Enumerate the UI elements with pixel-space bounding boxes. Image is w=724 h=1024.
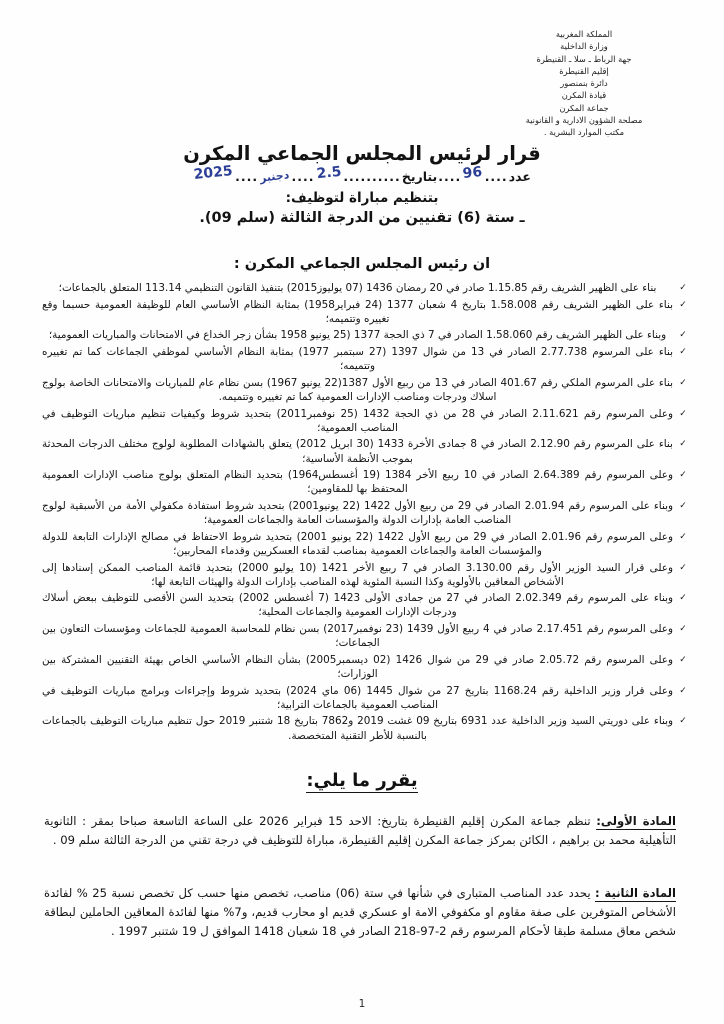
date-dots-d: ....	[235, 169, 259, 185]
subtitle-detail: ـ ستة (6) تقنيين من الدرجة الثالثة (سلم 09).	[199, 210, 525, 227]
check-icon: ✓	[679, 685, 687, 696]
handwritten-date-day: 2.5	[315, 164, 342, 183]
clause-text: بناء على الظهير الشريف رقم 1.15.85 صادر في 20 رمضان 1436 (07 يوليوز2015) بتنفيذ القانون التنظيمي 113.14 المتعلق بالجماعات؛	[58, 282, 657, 294]
list-item	[42, 561, 688, 589]
check-icon: ✓	[679, 470, 687, 481]
handwritten-date-month: دجنبر	[259, 168, 291, 186]
clause-text: وبناء على المرسوم رقم 2.02.349 الصادر في 27 من جمادى الأولى 1423 (7 أغسطس 2002) بتحديد السن الأقصى للتوظيف ببعض أسلاك ودرجات الإدارات العمومية والجماعات المحلية؛	[42, 592, 674, 619]
list-item	[42, 591, 688, 619]
letterhead-line-region: جهة الرباط ـ سلا ـ القنيطرة	[536, 53, 632, 64]
list-item	[42, 530, 688, 558]
number-label: عدد	[508, 169, 531, 185]
check-icon: ✓	[679, 716, 687, 727]
letterhead-line-kingdom: المملكة المغربية	[555, 29, 613, 39]
clause-text: وعلى المرسوم رقم 2.01.96 الصادر في 29 من ربيع الأول 1422 (22 يونيو 2001) بتحديد شروط الاحتفاظ في مصالح الإدارات التابعة للدولة والمؤسسات العامة والجماعات العمومية بمناصب لقدماء العسكريين وقدماء المحاربين؛	[42, 530, 673, 557]
article-first-label: المادة الأولى:	[596, 814, 677, 828]
article-first-text: تنظم جماعة المكرن إقليم القنيطرة بتاريخ: الاحد 15 فبراير 2026 على الساعة التاسعة صباحا بمقر : الثانوية التأهيلية محمد بن براهيم ، الكائن بمركز جماعة المكرن إقليم القنيطرة، مباراة للتوظيف في درجة تقني من الدرجة الثالثة سلم 09 .	[44, 814, 676, 847]
preamble-heading: ان رئيس المجلس الجماعي المكرن :	[233, 256, 491, 272]
check-icon: ✓	[679, 624, 687, 635]
clause-text: وعلى قرار السيد الوزير الأول رقم 3.130.00 الصادر في 7 ربيع الأخر 1421 (10 يوليو 2000) بتحديد قائمة المناصب الممكن إسنادها إلى الأشخاص المعاقين بالأولوية وكذا النسبة المئوية لهذه المناصب بإدارات الدولة والهيئات التابعة لها؛	[42, 561, 673, 588]
date-dots-a: ....	[438, 169, 462, 185]
preamble-clause-list	[42, 281, 688, 745]
decision-reference-line	[0, 163, 724, 186]
letterhead-line-caidat: قيادة المكرن	[561, 90, 607, 101]
list-item	[42, 281, 688, 295]
check-icon: ✓	[679, 531, 687, 542]
check-icon: ✓	[679, 347, 687, 358]
list-item	[42, 468, 688, 496]
subtitle: بتنظيم مباراة لتوظيف:	[285, 190, 439, 207]
list-item	[42, 714, 688, 742]
check-icon: ✓	[679, 439, 687, 450]
list-item	[42, 328, 688, 342]
article-second-label: المادة الثانية :	[595, 886, 676, 900]
list-item	[42, 376, 688, 404]
number-dots: ....	[484, 169, 508, 185]
article-first	[44, 812, 676, 850]
decision-heading-text: يقرر ما يلي:	[306, 770, 418, 791]
clause-text: وبناء على دوريتي السيد وزير الداخلية عدد 6931 بتاريخ 09 غشت 2019 و7862 بتاريخ 18 شتنبر 2019 حول تنظيم مباريات التوظيف بالجماعات بالنسبة للأطر التقنية المتخصصة.	[42, 715, 674, 742]
check-icon: ✓	[679, 593, 687, 604]
clause-text: بناء على المرسوم 2.77.738 الصادر في 13 من شوال 1397 (27 سبتمبر 1977) بمثابة النظام الأساسي لموظفي الجماعات كما تم تغييره وتتميمه؛	[42, 346, 673, 373]
article-second-text: يحدد عدد المناصب المتبارى في شأنها في ستة (06) مناصب، تخصص منها حسب كل تخصص نسبة 25 % لفائدة الأشخاص المتوفرين على صفة مقاوم او مكفوفي الامة او عسكري قديم او محارب قديم، و7% منها لفائدة المعاقين الحاملين لبطاقة شخص معاق مسلمة طبقا لأحكام المرسوم رقم 2-97-218 الصادر في 18 شعبان 1418 الموافق ل 19 شتنبر 1997 .	[44, 886, 676, 938]
decision-heading	[0, 770, 724, 791]
check-icon: ✓	[679, 377, 687, 388]
date-dots-b: ..........	[343, 169, 401, 185]
letterhead-line-commune: جماعة المكرن	[559, 102, 609, 113]
clause-text: وعلى المرسوم رقم 2.11.621 الصادر في 28 من ذي الحجة 1432 (25 نوفمبر2011) بتحديد شروط وكيفيات تنظيم مباريات التوظيف في المناصب العمومية؛	[42, 407, 673, 434]
check-icon: ✓	[679, 330, 687, 341]
clause-text: بناء على المرسوم الملكي رقم 401.67 الصادر في 13 من ربيع الأول 1387(22 يونيو 1967) بسن نظام عام للمباريات والامتحانات الخاصة بولوج اسلاك ودرجات ومناصب الإدارات العمومية كما تم تغييره وتتميمه.	[42, 376, 673, 403]
check-icon: ✓	[679, 283, 687, 293]
letterhead-line-service: مصلحة الشؤون الادارية و القانونية	[525, 114, 643, 125]
check-icon: ✓	[679, 408, 687, 419]
list-item	[42, 407, 688, 435]
letterhead-line-province: إقليم القنيطرة	[559, 65, 609, 76]
article-second	[44, 884, 676, 940]
list-item	[42, 499, 688, 527]
clause-text: وعلى قرار وزير الداخلية رقم 1168.24 بتاريخ 27 من شوال 1445 (06 ماي 2024) بتحديد شروط وإجراءات وبرامج مباريات التوظيف في المناصب العمومية بالجماعات الترابية؛	[42, 684, 673, 711]
clause-text: وعلى المرسوم رقم 2.05.72 صادر في 29 من شوال 1426 (02 ديسمبر2005) بشأن النظام الأساسي الخاص بهيئة التقنيين المشتركة بين الوزارات؛	[42, 653, 673, 681]
clause-text: وبناء على الظهير الشريف رقم 1.58.060 الصادر في 7 ذي الحجة 1377 (25 يونيو 1958 بشأن زجر الخداع في الامتحانات والمباريات العمومية؛	[48, 329, 667, 342]
clause-text: وعلى المرسوم رقم 2.64.389 الصادر في 10 ربيع الأخر 1384 (19 أغسطس1964) بتحديد النظام المتعلق بولوج مناصب الإدارات العمومية المحتفظ بها للمقاومين؛	[42, 469, 674, 496]
check-icon: ✓	[679, 299, 687, 310]
handwritten-date-year: 2025	[193, 163, 234, 184]
list-item	[42, 684, 688, 712]
letterhead-line-ministry: وزارة الداخلية	[560, 41, 608, 52]
date-label: بتاريخ	[401, 169, 438, 185]
check-icon: ✓	[679, 562, 687, 573]
letterhead-line-bureau: مكتب الموارد البشرية .	[543, 127, 625, 138]
list-item	[42, 437, 688, 465]
check-icon: ✓	[679, 654, 687, 665]
clause-text: بناء على الظهير الشريف رقم 1.58.008 بتاريخ 4 شعبان 1377 (24 فبراير1958) بمثابة النظام الأساسي العام للوظيفة العمومية حسبما وقع تغييره وتتميمه؛	[42, 298, 673, 325]
list-item	[42, 345, 688, 373]
letterhead	[474, 28, 694, 138]
list-item	[42, 622, 688, 650]
page-title: قرار لرئيس المجلس الجماعي المكرن	[183, 142, 541, 165]
handwritten-decision-number: 96	[462, 164, 484, 183]
list-item	[42, 298, 688, 326]
letterhead-line-circle: دائرة بنمنصور	[560, 78, 608, 89]
title-block	[0, 142, 724, 226]
list-item	[42, 653, 688, 681]
page-number: 1	[358, 998, 366, 1010]
date-dots-c: ....	[291, 169, 315, 185]
check-icon: ✓	[679, 500, 687, 511]
clause-text: وعلى المرسوم رقم 2.17.451 صادر في 4 ربيع الأول 1439 (23 نوفمبر2017) بسن نظام للمحاسبة العمومية للجماعات ومؤسسات التعاون بين الجماعات؛	[42, 623, 674, 650]
clause-text: بناء على المرسوم رقم 2.12.90 الصادر في 8 جمادى الأخرة 1433 (30 ابريل 2012) يتعلق بالشهادات المطلوبة لولوج مختلف الدرجات المحدثة بموجب الأنظمة الأساسية؛	[42, 438, 673, 465]
clause-text: وبناء على المرسوم رقم 2.01.94 الصادر في 29 من ربيع الأول 1422 (22 يونيو2001) بتحديد شروط استفادة مكفولي الأمة من الأسبقية لولوج المناصب العامة بإدارات الدولة والمؤسسات العامة والجماعات العمومية؛	[42, 499, 673, 527]
